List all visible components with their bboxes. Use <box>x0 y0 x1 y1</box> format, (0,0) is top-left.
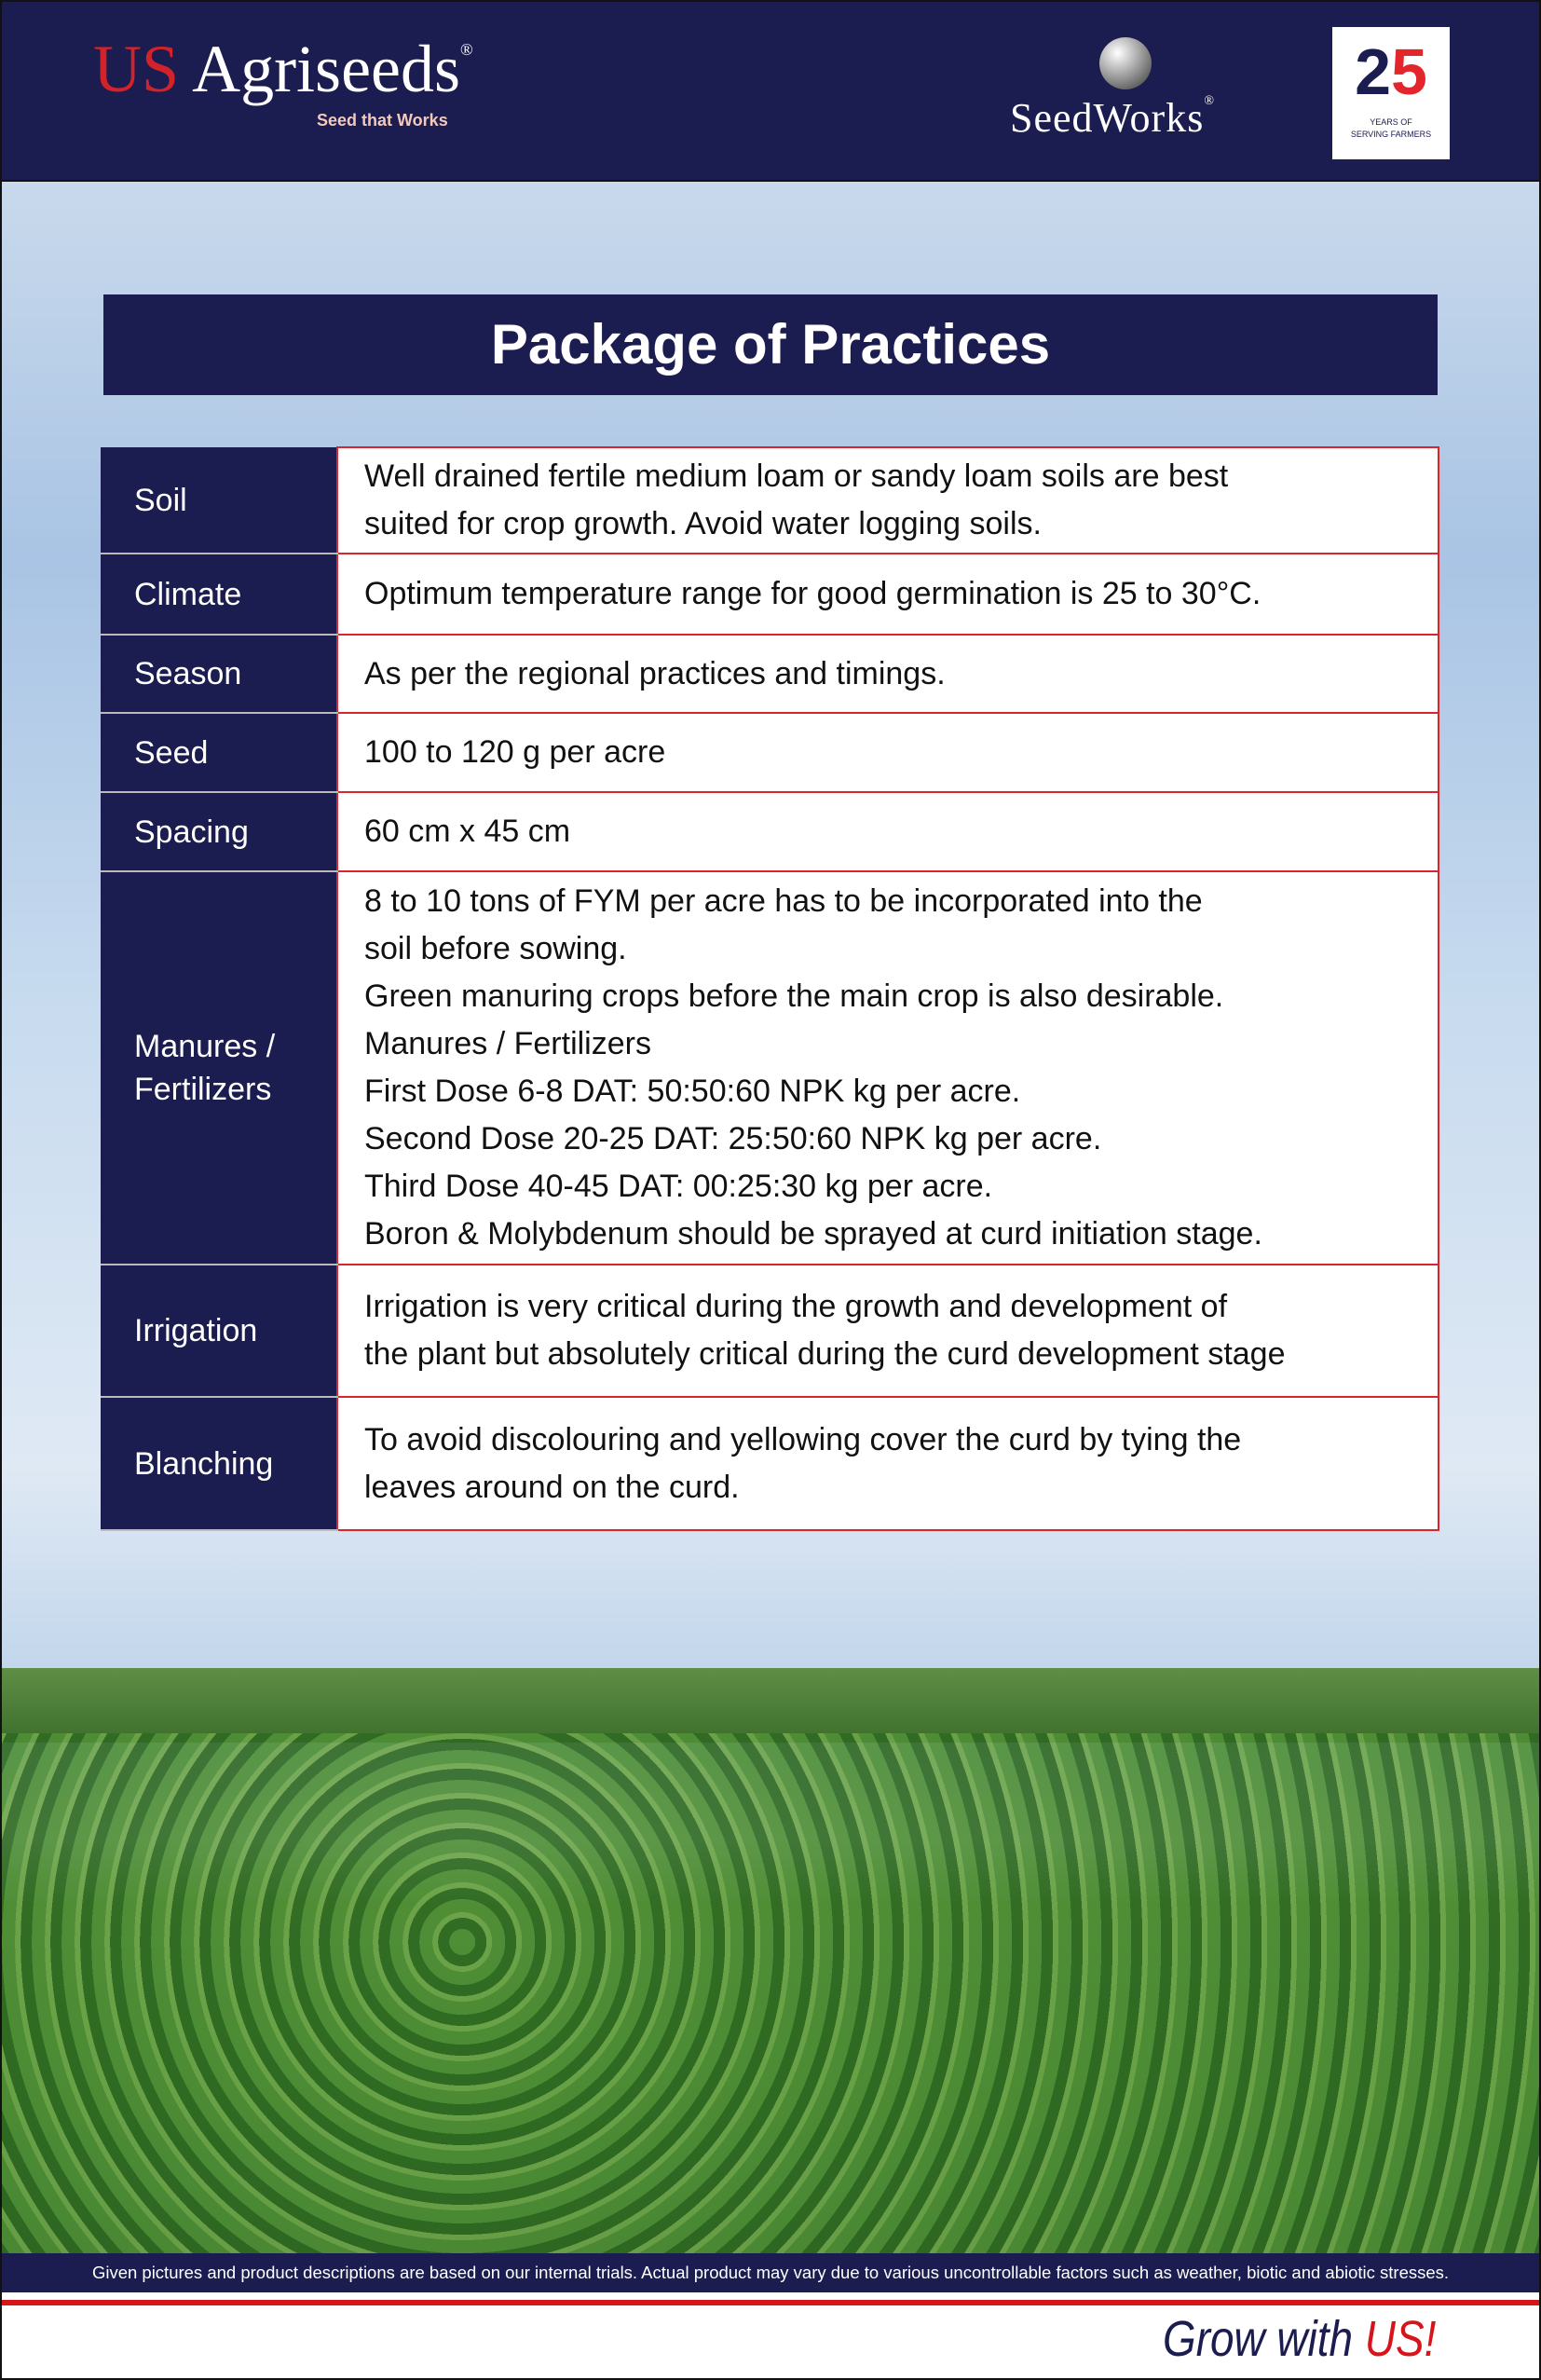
value-line: 60 cm x 45 cm <box>364 814 571 849</box>
value-line: Boron & Molybdenum should be sprayed at curd initiation stage. <box>364 1216 1262 1252</box>
header <box>0 0 1541 182</box>
table-row <box>101 713 1439 792</box>
row-label <box>101 713 337 792</box>
row-label-text: Season <box>134 656 242 691</box>
value-line: 100 to 120 g per acre <box>364 734 666 770</box>
value-line: Well drained fertile medium loam or sandy loam soils are best <box>364 458 1229 494</box>
row-label <box>101 1397 337 1530</box>
page-title: Package of Practices <box>103 294 1438 395</box>
value-line: Green manuring crops before the main crop is also desirable. <box>364 978 1224 1014</box>
divider <box>0 2300 1541 2305</box>
row-label-text: Seed <box>134 734 209 771</box>
row-label-text: Blanching <box>134 1445 274 1482</box>
us-agriseeds-logo: US Agriseeds® <box>93 32 473 106</box>
disclaimer: Given pictures and product descriptions are based on our internal trials. Actual product may vary due to various uncontrollable factors such as weather, biotic and abiotic stresses. <box>0 2253 1541 2292</box>
row-value <box>337 713 1439 792</box>
table-row <box>101 554 1439 635</box>
value-line: Second Dose 20-25 DAT: 25:50:60 NPK kg per acre. <box>364 1121 1102 1156</box>
25-years-badge: 25 YEARS OF SERVING FARMERS <box>1332 27 1450 159</box>
table-row <box>101 1265 1439 1397</box>
value-line: Irrigation is very critical during the growth and development of <box>364 1289 1228 1324</box>
value-line: soil before sowing. <box>364 931 627 966</box>
seedworks-logo: SeedWorks® <box>1010 94 1215 141</box>
value-line: First Dose 6-8 DAT: 50:50:60 NPK kg per acre. <box>364 1074 1021 1109</box>
row-value <box>337 635 1439 713</box>
practices-table <box>101 446 1439 1531</box>
row-label-text: Climate <box>134 576 242 612</box>
row-value <box>337 447 1439 554</box>
row-label-text: Irrigation <box>134 1313 258 1348</box>
value-line: To avoid discolouring and yellowing cover the curd by tying the <box>364 1421 1242 1457</box>
value-line: 8 to 10 tons of FYM per acre has to be incorporated into the <box>364 883 1203 919</box>
value-line: As per the regional practices and timings. <box>364 655 946 691</box>
row-label <box>101 871 337 1265</box>
row-value <box>337 792 1439 871</box>
row-value <box>337 1265 1439 1397</box>
treeline-image <box>0 1668 1541 1743</box>
value-line: Manures / Fertilizers <box>364 1026 651 1061</box>
tagline: Seed that Works <box>317 111 448 130</box>
slogan: Grow with US! <box>1163 2311 1437 2367</box>
row-label-text: Manures / Fertilizers <box>134 1029 276 1107</box>
row-value <box>337 1397 1439 1530</box>
row-label <box>101 635 337 713</box>
table-row <box>101 447 1439 554</box>
row-value <box>337 554 1439 635</box>
row-value <box>337 871 1439 1265</box>
row-label <box>101 1265 337 1397</box>
row-label-text: Spacing <box>134 814 249 850</box>
value-line: leaves around on the curd. <box>364 1469 740 1505</box>
table-row <box>101 1397 1439 1530</box>
row-label <box>101 554 337 635</box>
value-line: Optimum temperature range for good germination is 25 to 30°C. <box>364 576 1261 611</box>
seedworks-globe-icon <box>1099 37 1152 89</box>
value-line: suited for crop growth. Avoid water logging soils. <box>364 506 1042 541</box>
table-row <box>101 871 1439 1265</box>
crop-field-image <box>0 1733 1541 2255</box>
table-row <box>101 635 1439 713</box>
row-label <box>101 447 337 554</box>
row-label <box>101 792 337 871</box>
value-line: Third Dose 40-45 DAT: 00:25:30 kg per acre. <box>364 1169 993 1204</box>
value-line: the plant but absolutely critical during the curd development stage <box>364 1336 1286 1372</box>
row-label-text: Soil <box>134 482 187 518</box>
table-row <box>101 792 1439 871</box>
